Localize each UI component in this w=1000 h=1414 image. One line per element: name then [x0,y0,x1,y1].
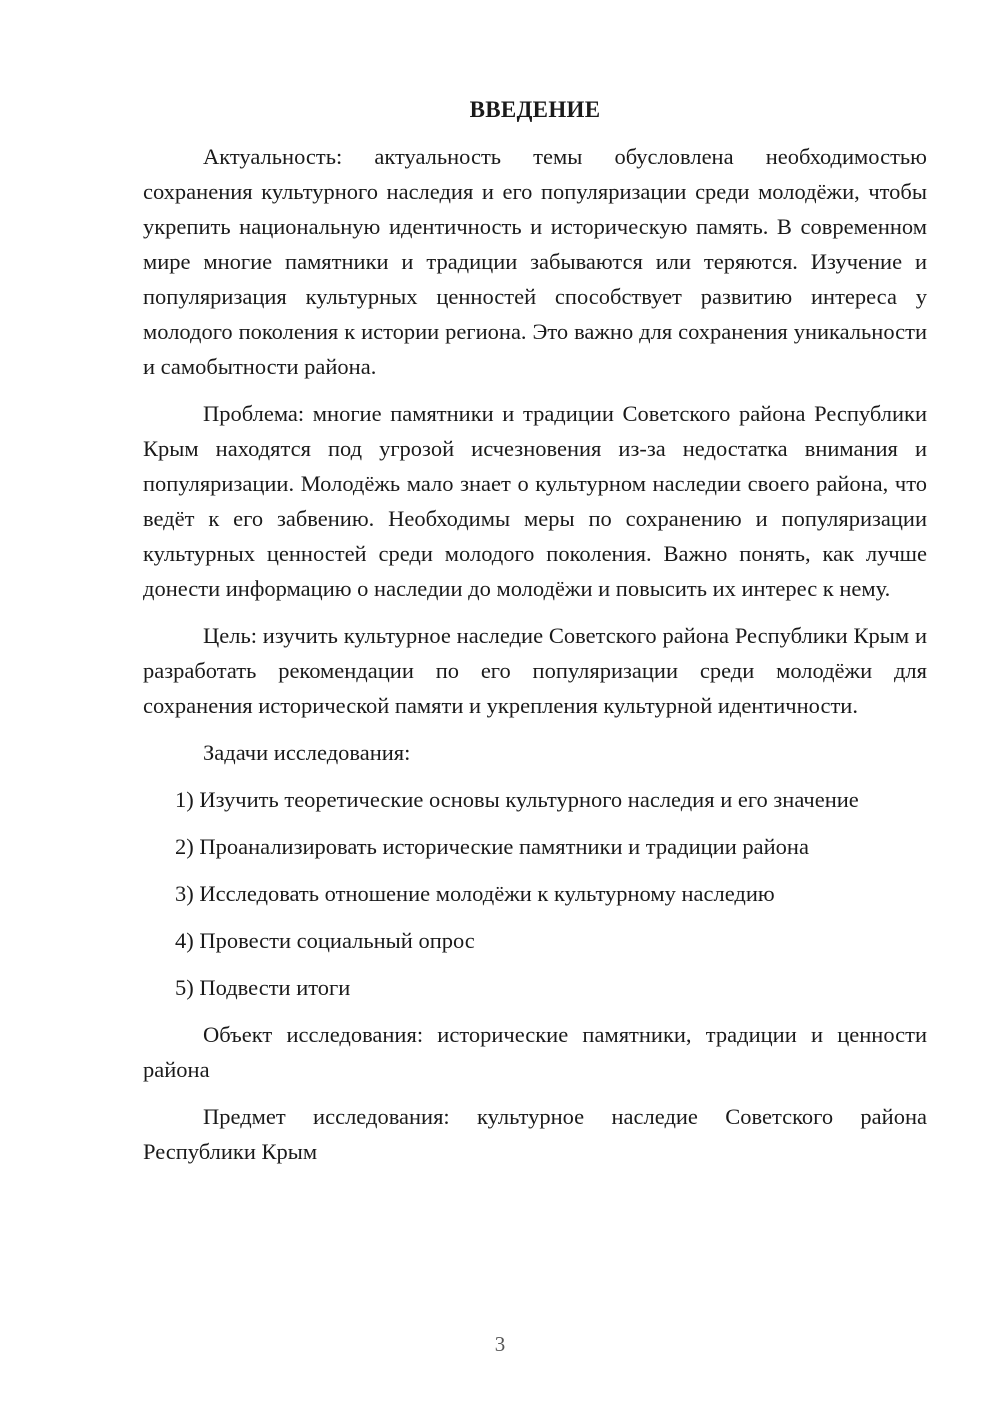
task-item-1: 1) Изучить теоретические основы культурного наследия и его значение [175,787,859,812]
task-item-2: 2) Проанализировать исторические памятники и традиции района [175,834,809,859]
paragraph-subject: Предмет исследования: культурное наследие Советского района Республики Крым [143,1104,927,1164]
tasks-title: Задачи исследования: [203,740,411,765]
document-page [143,92,927,1169]
paragraph-object: Объект исследования: исторические памятники, традиции и ценности района [143,1022,927,1082]
paragraph-relevance: Актуальность: актуальность темы обусловлена необходимостью сохранения культурного наследия и его популяризации среди молодёжи, чтобы укрепить национальную идентичность и историческую память. В современном мире многие памятники и традиции забываются или теряются. Изучение и популяризация культурных ценностей способствует развитию интереса у молодого поколения к истории региона. Это важно для сохранения уникальности и самобытности района. [143,144,927,379]
page-number: 3 [494,1332,506,1356]
task-item-5: 5) Подвести итоги [175,975,351,1000]
task-item-4: 4) Провести социальный опрос [175,928,475,953]
paragraph-goal: Цель: изучить культурное наследие Советского района Республики Крым и разработать рекомендации по его популяризации среди молодёжи для сохранения исторической памяти и укрепления культурной идентичности. [143,623,927,718]
page-title: ВВЕДЕНИЕ [469,97,601,122]
task-item-3: 3) Исследовать отношение молодёжи к культурному наследию [175,881,775,906]
paragraph-problem: Проблема: многие памятники и традиции Советского района Республики Крым находятся под угрозой исчезновения из-за недостатка внимания и популяризации. Молодёжь мало знает о культурном наследии своего района, что ведёт к его забвению. Необходимы меры по сохранению и популяризации культурных ценностей среди молодого поколения. Важно понять, как лучше донести информацию о наследии до молодёжи и повысить их интерес к нему. [143,401,927,601]
